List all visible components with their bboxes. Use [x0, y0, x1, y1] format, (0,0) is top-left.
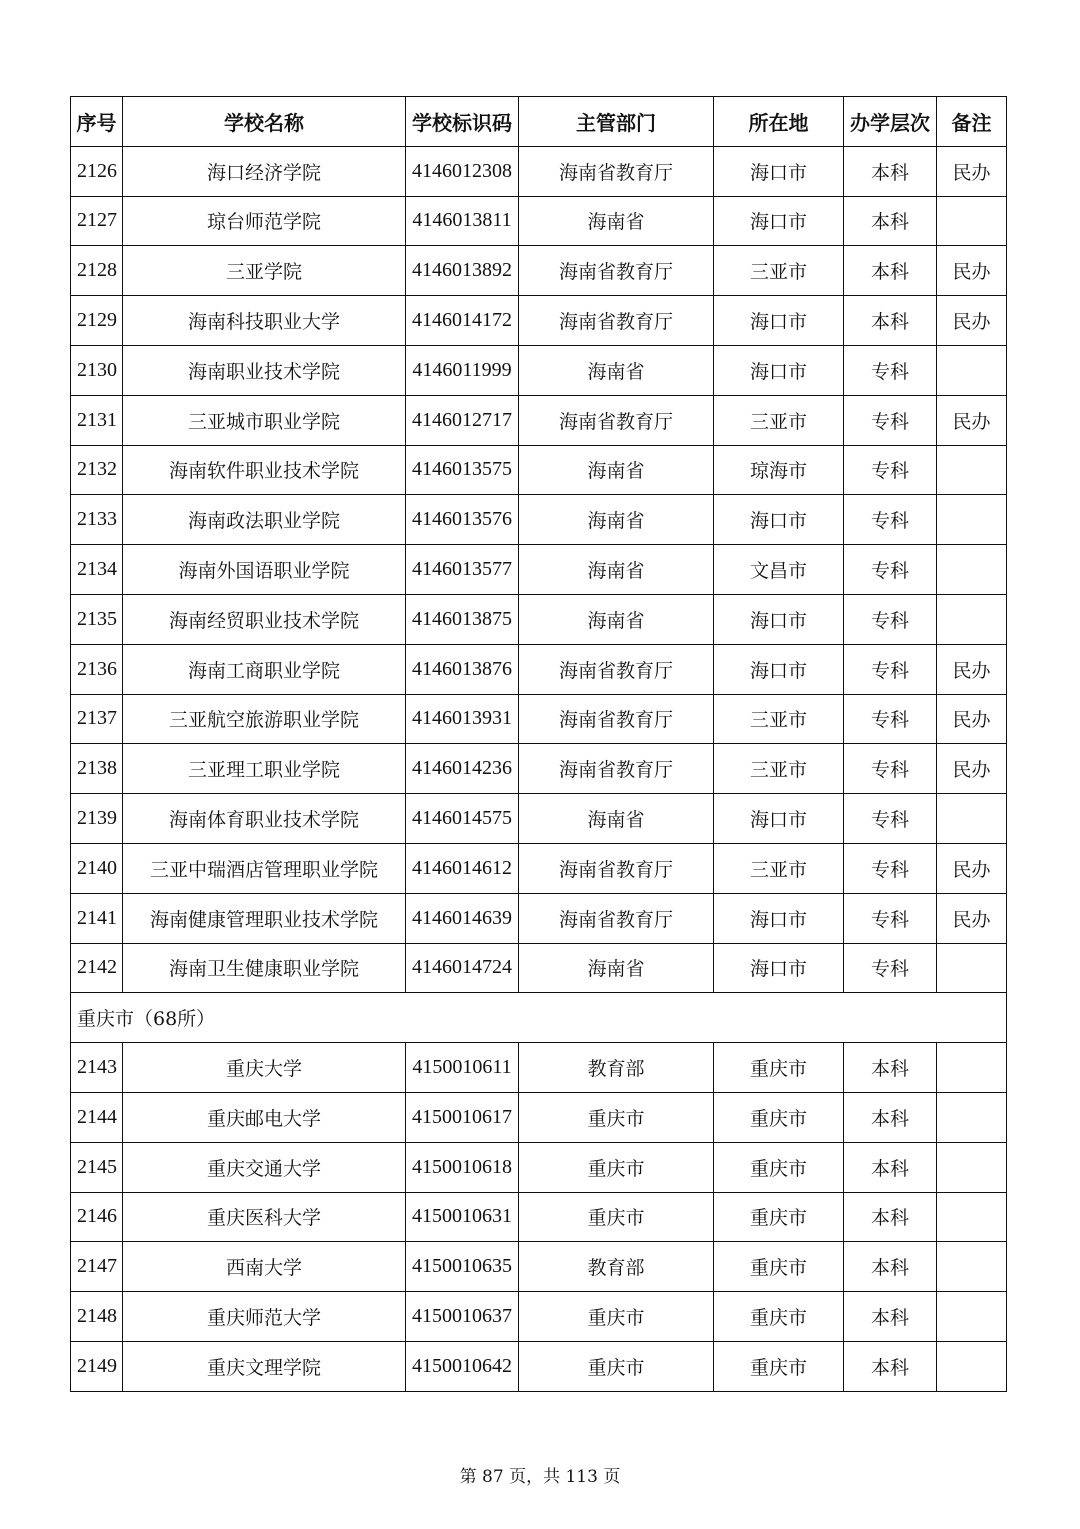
cell-school-code: 4146013575	[406, 445, 519, 495]
cell-school-name: 重庆师范大学	[123, 1292, 406, 1342]
cell-remark	[937, 196, 1007, 246]
table-row	[71, 694, 1007, 744]
cell-school-code: 4150010642	[406, 1341, 519, 1391]
cell-level: 本科	[844, 1341, 937, 1391]
cell-location: 三亚市	[714, 694, 844, 744]
cell-remark	[937, 943, 1007, 993]
cell-school-code: 4146013577	[406, 545, 519, 595]
cell-school-name: 三亚航空旅游职业学院	[123, 694, 406, 744]
cell-location: 海口市	[714, 594, 844, 644]
table-row	[71, 1043, 1007, 1093]
table-row	[71, 893, 1007, 943]
cell-level: 专科	[844, 843, 937, 893]
cell-school-name: 三亚城市职业学院	[123, 395, 406, 445]
table-row	[71, 495, 1007, 545]
cell-location: 海口市	[714, 893, 844, 943]
cell-location: 重庆市	[714, 1092, 844, 1142]
cell-level: 本科	[844, 1092, 937, 1142]
cell-school-code: 4150010631	[406, 1192, 519, 1242]
cell-location: 三亚市	[714, 843, 844, 893]
header-location: 所在地	[714, 97, 844, 147]
cell-department: 重庆市	[519, 1292, 714, 1342]
cell-location: 重庆市	[714, 1142, 844, 1192]
cell-school-name: 西南大学	[123, 1242, 406, 1292]
cell-remark	[937, 345, 1007, 395]
cell-level: 专科	[844, 644, 937, 694]
table-row	[71, 843, 1007, 893]
table-row	[71, 445, 1007, 495]
cell-index: 2149	[71, 1341, 123, 1391]
cell-department: 海南省教育厅	[519, 146, 714, 196]
header-index: 序号	[71, 97, 123, 147]
cell-school-code: 4146013876	[406, 644, 519, 694]
cell-remark: 民办	[937, 296, 1007, 346]
cell-location: 重庆市	[714, 1341, 844, 1391]
cell-department: 重庆市	[519, 1341, 714, 1391]
cell-remark	[937, 1043, 1007, 1093]
cell-remark	[937, 1092, 1007, 1142]
cell-remark	[937, 594, 1007, 644]
table-row	[71, 545, 1007, 595]
cell-school-name: 三亚学院	[123, 246, 406, 296]
cell-department: 海南省	[519, 794, 714, 844]
cell-remark	[937, 445, 1007, 495]
cell-school-name: 重庆邮电大学	[123, 1092, 406, 1142]
header-remark: 备注	[937, 97, 1007, 147]
cell-department: 海南省	[519, 345, 714, 395]
table-row	[71, 296, 1007, 346]
cell-school-name: 重庆医科大学	[123, 1192, 406, 1242]
cell-index: 2141	[71, 893, 123, 943]
cell-school-code: 4146014575	[406, 794, 519, 844]
cell-school-name: 海南健康管理职业技术学院	[123, 893, 406, 943]
cell-index: 2128	[71, 246, 123, 296]
hainan-rows	[71, 146, 1007, 993]
cell-level: 本科	[844, 196, 937, 246]
cell-location: 重庆市	[714, 1043, 844, 1093]
cell-location: 重庆市	[714, 1192, 844, 1242]
cell-school-name: 海南政法职业学院	[123, 495, 406, 545]
cell-school-code: 4146014172	[406, 296, 519, 346]
group-label: 重庆市（68所）	[71, 993, 1007, 1043]
cell-school-name: 三亚理工职业学院	[123, 744, 406, 794]
cell-remark	[937, 794, 1007, 844]
cell-level: 专科	[844, 694, 937, 744]
cell-index: 2143	[71, 1043, 123, 1093]
table-row	[71, 1341, 1007, 1391]
cell-level: 专科	[844, 893, 937, 943]
cell-remark	[937, 1341, 1007, 1391]
cell-index: 2129	[71, 296, 123, 346]
cell-school-code: 4146013576	[406, 495, 519, 545]
cell-level: 本科	[844, 1242, 937, 1292]
cell-level: 专科	[844, 395, 937, 445]
cell-school-code: 4150010611	[406, 1043, 519, 1093]
cell-department: 海南省	[519, 594, 714, 644]
cell-index: 2142	[71, 943, 123, 993]
cell-school-code: 4146014639	[406, 893, 519, 943]
table-row	[71, 146, 1007, 196]
cell-department: 海南省教育厅	[519, 893, 714, 943]
cell-department: 海南省教育厅	[519, 296, 714, 346]
cell-index: 2126	[71, 146, 123, 196]
cell-location: 海口市	[714, 146, 844, 196]
page-footer: 第 87 页，共 113 页	[459, 1467, 621, 1487]
table-row	[71, 196, 1007, 246]
cell-remark: 民办	[937, 246, 1007, 296]
chongqing-rows	[71, 1043, 1007, 1392]
cell-index: 2135	[71, 594, 123, 644]
cell-index: 2147	[71, 1242, 123, 1292]
cell-school-code: 4146013931	[406, 694, 519, 744]
group-row	[71, 993, 1007, 1043]
cell-school-name: 海南软件职业技术学院	[123, 445, 406, 495]
cell-school-code: 4146014236	[406, 744, 519, 794]
cell-remark: 民办	[937, 395, 1007, 445]
table-row	[71, 1242, 1007, 1292]
cell-remark	[937, 545, 1007, 595]
table-row	[71, 1092, 1007, 1142]
cell-level: 本科	[844, 1142, 937, 1192]
cell-index: 2144	[71, 1092, 123, 1142]
cell-level: 本科	[844, 1043, 937, 1093]
cell-location: 三亚市	[714, 744, 844, 794]
cell-school-name: 海南科技职业大学	[123, 296, 406, 346]
cell-school-code: 4150010635	[406, 1242, 519, 1292]
table-row	[71, 246, 1007, 296]
cell-remark: 民办	[937, 744, 1007, 794]
table-row	[71, 1142, 1007, 1192]
cell-department: 海南省	[519, 495, 714, 545]
cell-index: 2137	[71, 694, 123, 744]
cell-level: 专科	[844, 495, 937, 545]
header-school-code: 学校标识码	[406, 97, 519, 147]
cell-school-name: 琼台师范学院	[123, 196, 406, 246]
cell-level: 专科	[844, 943, 937, 993]
cell-index: 2133	[71, 495, 123, 545]
cell-location: 三亚市	[714, 395, 844, 445]
cell-remark	[937, 1142, 1007, 1192]
cell-department: 海南省教育厅	[519, 246, 714, 296]
cell-remark: 民办	[937, 893, 1007, 943]
chongqing-group	[71, 993, 1007, 1043]
cell-index: 2136	[71, 644, 123, 694]
cell-level: 专科	[844, 794, 937, 844]
cell-index: 2130	[71, 345, 123, 395]
cell-department: 海南省	[519, 943, 714, 993]
header-level: 办学层次	[844, 97, 937, 147]
cell-department: 重庆市	[519, 1092, 714, 1142]
cell-school-name: 重庆交通大学	[123, 1142, 406, 1192]
cell-school-code: 4146012308	[406, 146, 519, 196]
cell-location: 重庆市	[714, 1292, 844, 1342]
cell-school-name: 海南卫生健康职业学院	[123, 943, 406, 993]
cell-school-code: 4150010637	[406, 1292, 519, 1342]
cell-location: 重庆市	[714, 1242, 844, 1292]
cell-school-name: 海南工商职业学院	[123, 644, 406, 694]
cell-index: 2138	[71, 744, 123, 794]
cell-level: 专科	[844, 545, 937, 595]
cell-location: 文昌市	[714, 545, 844, 595]
cell-index: 2139	[71, 794, 123, 844]
cell-remark: 民办	[937, 694, 1007, 744]
cell-index: 2145	[71, 1142, 123, 1192]
cell-remark: 民办	[937, 644, 1007, 694]
cell-department: 海南省教育厅	[519, 744, 714, 794]
cell-remark	[937, 1242, 1007, 1292]
cell-remark: 民办	[937, 843, 1007, 893]
cell-level: 本科	[844, 1292, 937, 1342]
cell-department: 海南省教育厅	[519, 694, 714, 744]
cell-department: 海南省教育厅	[519, 395, 714, 445]
cell-level: 专科	[844, 744, 937, 794]
cell-level: 专科	[844, 445, 937, 495]
cell-department: 海南省教育厅	[519, 843, 714, 893]
cell-school-name: 海南外国语职业学院	[123, 545, 406, 595]
cell-school-name: 重庆文理学院	[123, 1341, 406, 1391]
cell-location: 海口市	[714, 296, 844, 346]
table-header-row	[71, 97, 1007, 147]
cell-school-code: 4146011999	[406, 345, 519, 395]
cell-remark	[937, 1192, 1007, 1242]
table-row	[71, 744, 1007, 794]
cell-location: 海口市	[714, 495, 844, 545]
table-row	[71, 943, 1007, 993]
cell-department: 海南省	[519, 196, 714, 246]
cell-index: 2127	[71, 196, 123, 246]
cell-school-code: 4146013892	[406, 246, 519, 296]
cell-school-name: 海南体育职业技术学院	[123, 794, 406, 844]
cell-location: 三亚市	[714, 246, 844, 296]
cell-location: 海口市	[714, 196, 844, 246]
cell-school-code: 4146013875	[406, 594, 519, 644]
cell-level: 本科	[844, 296, 937, 346]
cell-school-code: 4146014724	[406, 943, 519, 993]
cell-department: 教育部	[519, 1242, 714, 1292]
cell-department: 海南省	[519, 545, 714, 595]
cell-index: 2146	[71, 1192, 123, 1242]
cell-level: 专科	[844, 345, 937, 395]
table-row	[71, 395, 1007, 445]
table-row	[71, 345, 1007, 395]
cell-remark	[937, 495, 1007, 545]
cell-index: 2132	[71, 445, 123, 495]
table-row	[71, 794, 1007, 844]
cell-department: 海南省教育厅	[519, 644, 714, 694]
cell-school-code: 4146014612	[406, 843, 519, 893]
cell-location: 海口市	[714, 345, 844, 395]
table-row	[71, 1192, 1007, 1242]
cell-index: 2134	[71, 545, 123, 595]
cell-school-code: 4146013811	[406, 196, 519, 246]
cell-department: 重庆市	[519, 1142, 714, 1192]
cell-location: 海口市	[714, 943, 844, 993]
cell-school-name: 海南经贸职业技术学院	[123, 594, 406, 644]
cell-department: 海南省	[519, 445, 714, 495]
table-row	[71, 644, 1007, 694]
header-department: 主管部门	[519, 97, 714, 147]
cell-school-code: 4150010618	[406, 1142, 519, 1192]
cell-location: 海口市	[714, 794, 844, 844]
cell-level: 本科	[844, 246, 937, 296]
cell-level: 本科	[844, 146, 937, 196]
cell-school-name: 海口经济学院	[123, 146, 406, 196]
cell-school-name: 重庆大学	[123, 1043, 406, 1093]
header-school-name: 学校名称	[123, 97, 406, 147]
university-list-table	[70, 96, 1007, 1392]
cell-remark	[937, 1292, 1007, 1342]
cell-index: 2140	[71, 843, 123, 893]
cell-location: 琼海市	[714, 445, 844, 495]
cell-remark: 民办	[937, 146, 1007, 196]
cell-level: 本科	[844, 1192, 937, 1242]
table-row	[71, 1292, 1007, 1342]
cell-index: 2148	[71, 1292, 123, 1342]
cell-school-name: 海南职业技术学院	[123, 345, 406, 395]
cell-department: 重庆市	[519, 1192, 714, 1242]
cell-department: 教育部	[519, 1043, 714, 1093]
cell-level: 专科	[844, 594, 937, 644]
cell-school-name: 三亚中瑞酒店管理职业学院	[123, 843, 406, 893]
table-row	[71, 594, 1007, 644]
cell-school-code: 4146012717	[406, 395, 519, 445]
cell-location: 海口市	[714, 644, 844, 694]
cell-index: 2131	[71, 395, 123, 445]
cell-school-code: 4150010617	[406, 1092, 519, 1142]
